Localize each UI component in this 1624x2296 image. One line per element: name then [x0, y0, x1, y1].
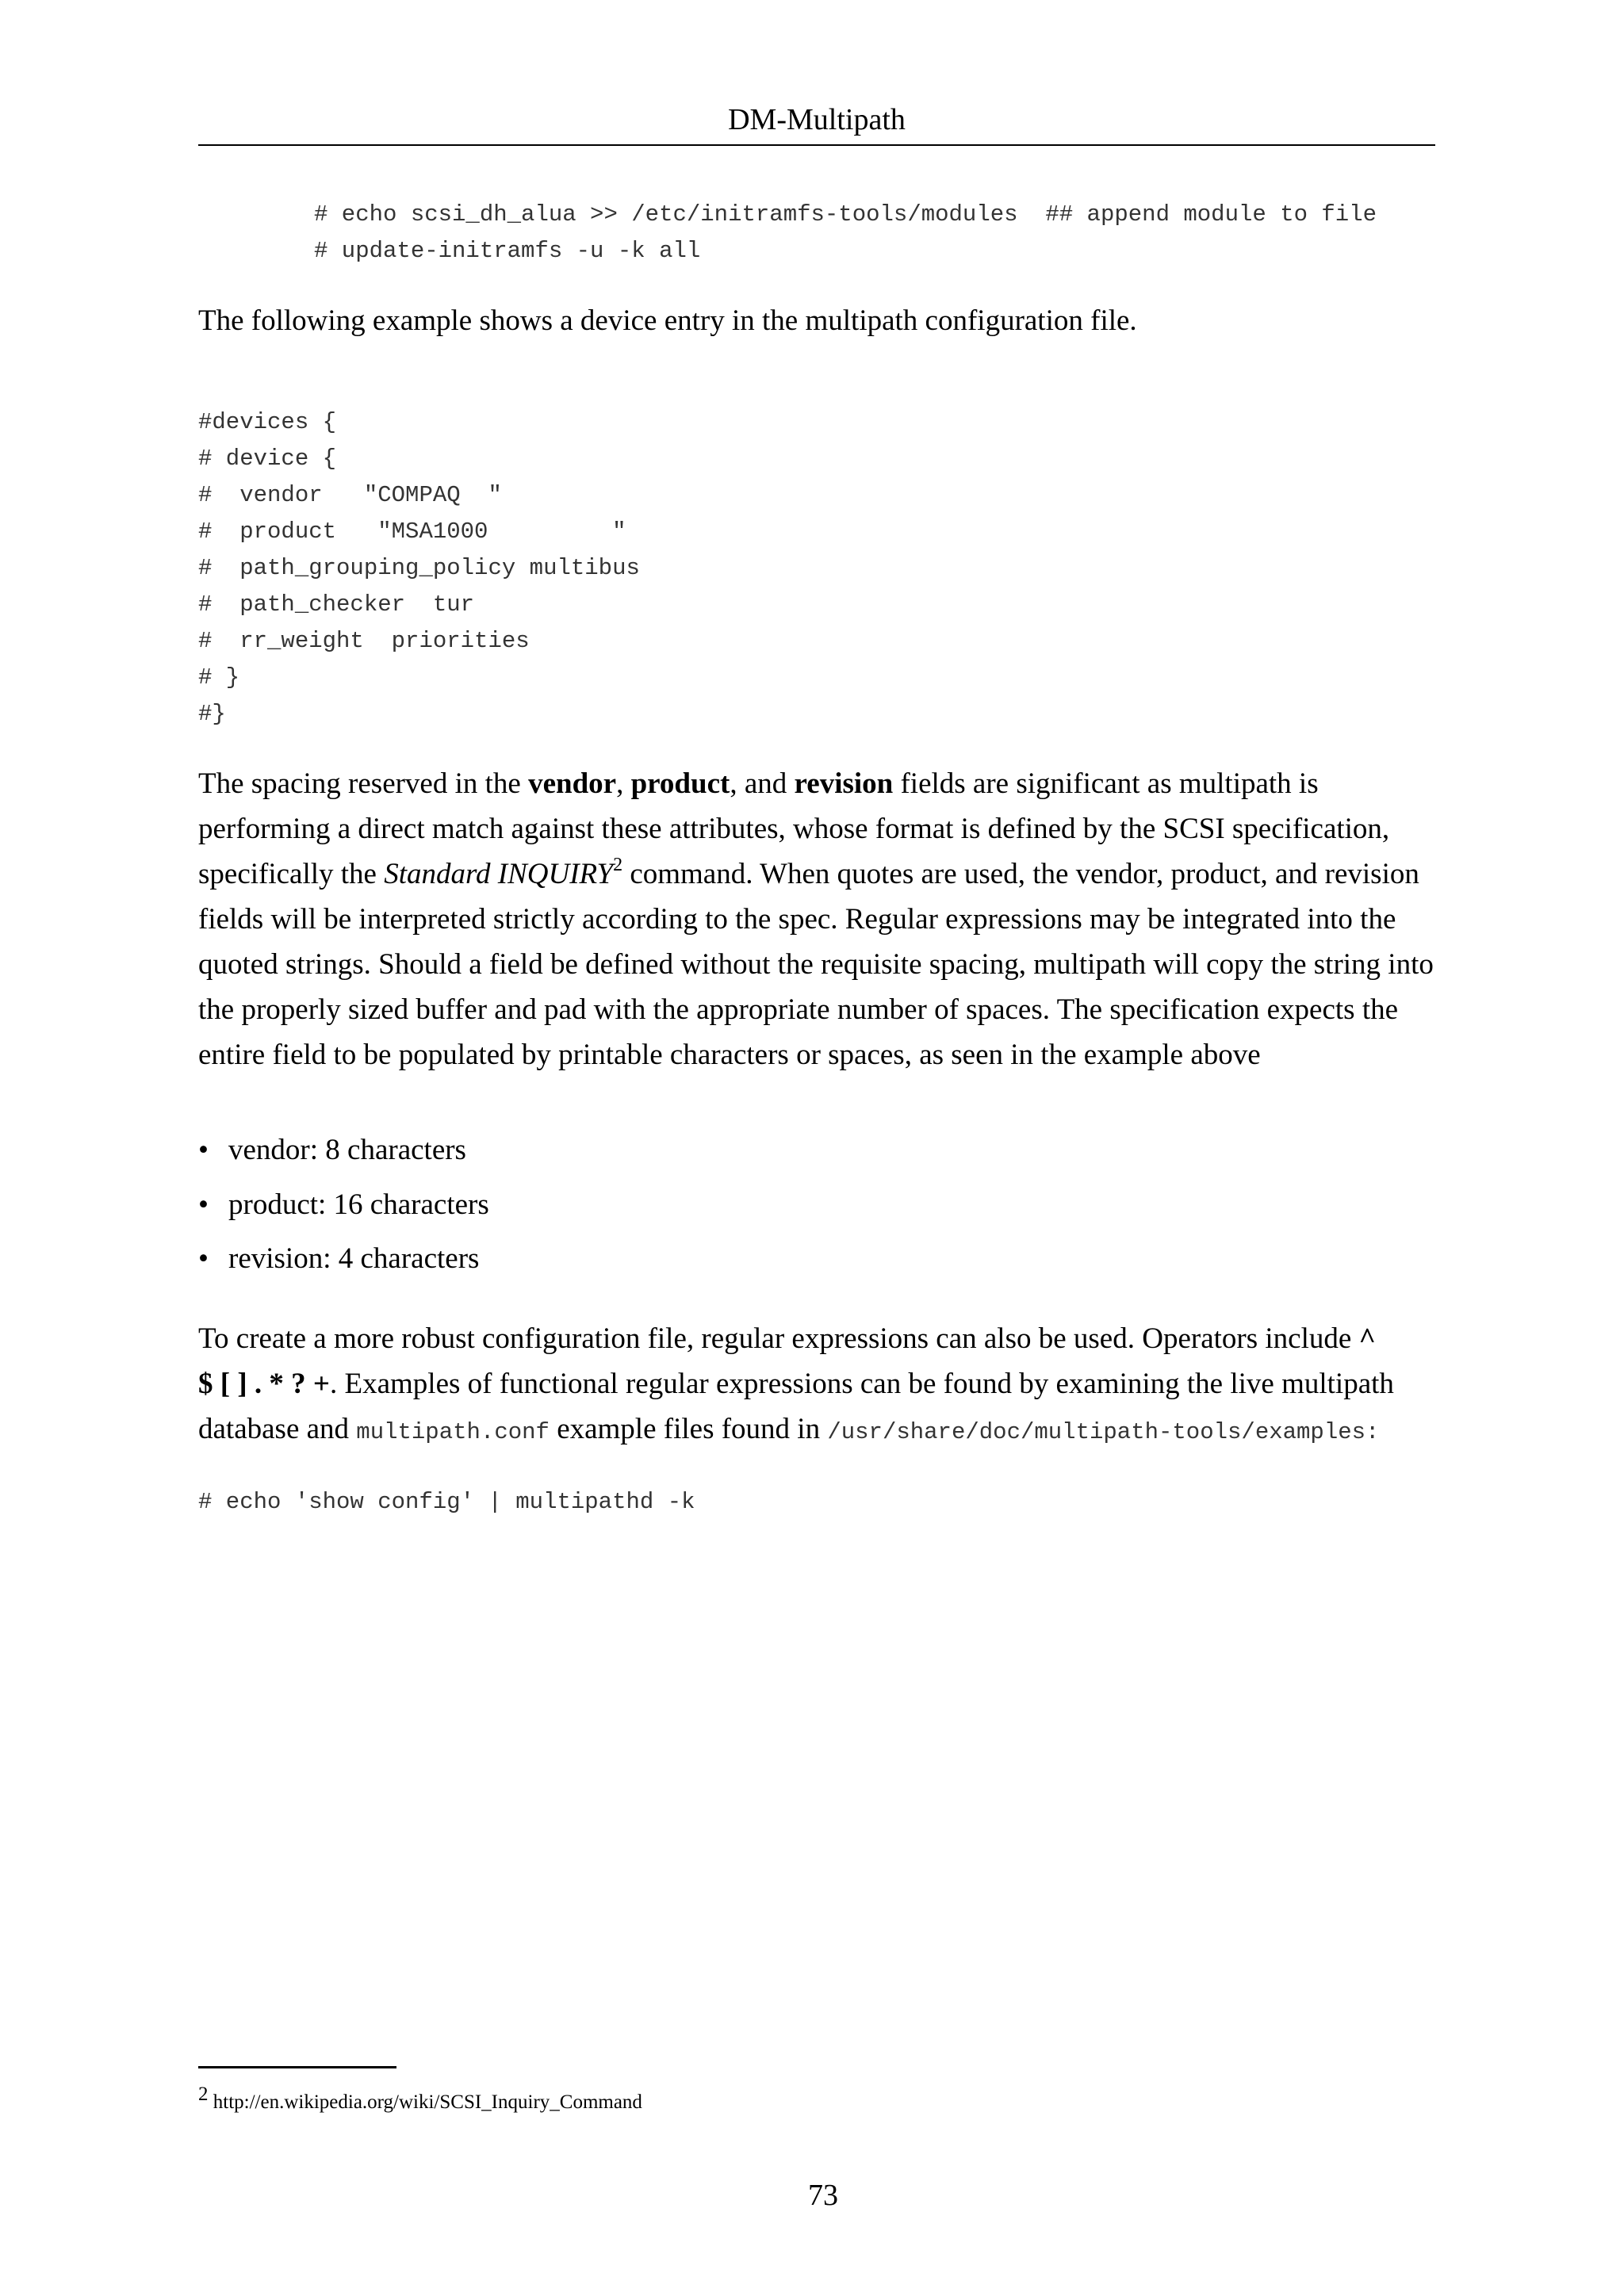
header-title: DM-Multipath — [728, 103, 906, 136]
text-run: The spacing reserved in the — [198, 767, 529, 800]
vendor-term: vendor — [528, 767, 617, 800]
text-run: , — [616, 767, 631, 800]
code-line: # vendor "COMPAQ " — [198, 482, 502, 508]
code-block-initramfs — [314, 197, 1377, 270]
text-run: example files found in — [549, 1413, 828, 1445]
bullet-icon: • — [198, 1188, 209, 1221]
code-line: # update-initramfs -u -k all — [314, 238, 701, 264]
text-run: fields are significant as multipath is performing a direct match against these attributes, whose format is defined by the SCSI specification, specifically the — [198, 767, 1390, 890]
code-line: # device { — [198, 446, 337, 472]
footnote — [198, 2080, 642, 2117]
list-item-text: revision: 4 characters — [228, 1242, 480, 1275]
code-line: # echo scsi_dh_alua >> /etc/initramfs-tools/modules ## append module to file — [314, 201, 1377, 228]
list-item — [198, 1182, 489, 1237]
text-run: To create a more robust configuration file, regular expressions can also be used. Operators include — [198, 1322, 1359, 1355]
list-item — [198, 1236, 489, 1291]
code-line: #} — [198, 701, 226, 727]
code-line: # path_checker tur — [198, 591, 475, 618]
text-run: command. When quotes are used, the vendor, product, and revision fields will be interpreted strictly according to the spec. Regular expressions may be integrated into the quoted strings. Should a field be defined without the requisite spacing, multipath will copy the string into the properly sized buffer and pad with the appropriate number of spaces. The specification expects the entire field to be populated by printable characters or spaces, as seen in the example above — [198, 858, 1434, 1071]
product-term: product — [630, 767, 730, 800]
regex-operators: ^ — [1358, 1322, 1377, 1355]
regex-paragraph — [198, 1316, 1447, 1455]
footnote-marker: 2 — [198, 2084, 209, 2105]
footnote-reference[interactable]: 2 — [613, 855, 623, 875]
field-length-list — [198, 1127, 489, 1291]
list-item-text: product: 16 characters — [228, 1188, 489, 1221]
bullet-icon: • — [198, 1242, 209, 1275]
regex-operators: $ [ ] . * ? + — [198, 1368, 330, 1400]
intro-paragraph: The following example shows a device entry in the multipath configuration file. — [198, 304, 1137, 337]
standard-inquiry-term: Standard INQUIRY — [384, 858, 614, 890]
bullet-icon: • — [198, 1134, 209, 1166]
revision-term: revision — [794, 767, 894, 800]
code-line: # echo 'show config' | multipathd -k — [198, 1489, 695, 1515]
code-line: #devices { — [198, 409, 337, 435]
text-run: . Examples of functional regular expressions can be found by examining the live multipath database and — [198, 1368, 1394, 1445]
text-run: , and — [730, 767, 795, 800]
examples-path: /usr/share/doc/multipath-tools/examples: — [827, 1419, 1380, 1445]
code-line: # } — [198, 664, 240, 691]
code-line: # rr_weight priorities — [198, 628, 530, 654]
code-block-show-config — [198, 1484, 695, 1521]
running-header — [198, 95, 1435, 146]
code-line: # path_grouping_policy multibus — [198, 555, 640, 581]
spacing-paragraph — [198, 761, 1447, 1077]
code-line: # product "MSA1000 " — [198, 519, 626, 545]
config-filename: multipath.conf — [356, 1419, 550, 1445]
list-item-text: vendor: 8 characters — [228, 1134, 466, 1166]
footnote-separator — [198, 2066, 396, 2068]
list-item — [198, 1127, 489, 1182]
footnote-link[interactable]: http://en.wikipedia.org/wiki/SCSI_Inquiry_Command — [213, 2091, 642, 2113]
page-number: 73 — [808, 2179, 838, 2212]
code-block-devices — [198, 404, 640, 733]
